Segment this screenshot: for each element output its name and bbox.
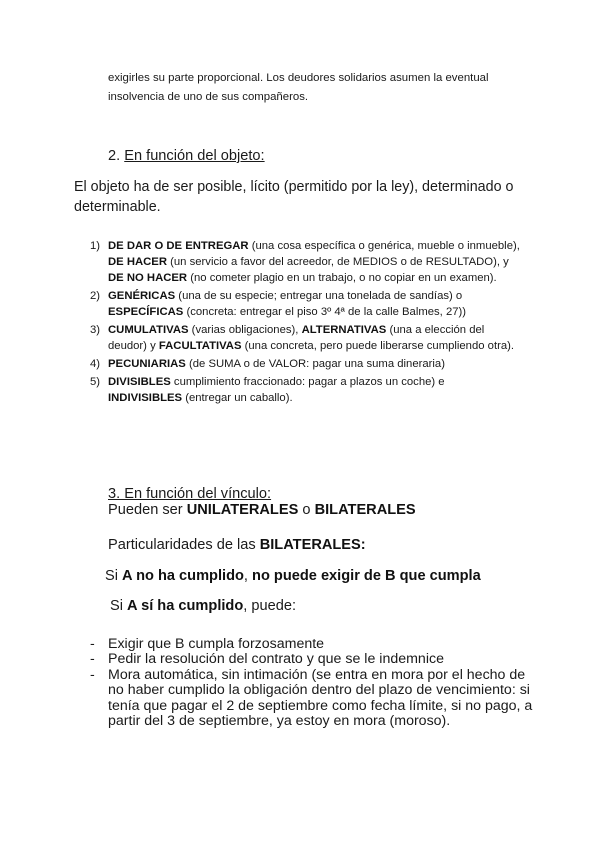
bilateral-options-list [90, 637, 535, 729]
list-item [90, 637, 535, 652]
section-3-title: 3. En función del vínculo: [108, 486, 272, 502]
list-item-text: (concreta: entregar el piso 3º 4ª de la calle Balmes, 27)) [183, 306, 467, 319]
section-3-line [108, 500, 416, 520]
particularidades-line [108, 535, 366, 555]
list-item-text: (no cometer plagio en un trabajo, o no copiar en un examen). [187, 272, 497, 285]
list-item-term: INDIVISIBLES [108, 391, 183, 404]
list-item-number: 3) [90, 324, 101, 337]
list-item-term: PECUNIARIAS [108, 357, 186, 370]
si2-prefix: Si [110, 598, 128, 614]
section-2-number: 2. [108, 148, 121, 164]
list-item [90, 356, 520, 372]
list-item-number: 5) [90, 375, 101, 388]
list-item-text: cumplimiento fraccionado: pagar a plazos un coche) e [170, 375, 445, 388]
bilaterales-label: BILATERALES [314, 502, 416, 518]
si2-bold: A sí ha cumplido [127, 598, 244, 614]
list-item-text: (varias obligaciones), [188, 324, 302, 337]
particularidades-prefix: Particularidades de las [108, 537, 260, 553]
list-item-number: 4) [90, 357, 101, 370]
list-item-term: FACULTATIVAS [158, 340, 242, 353]
list-item [90, 374, 520, 406]
si-cumplido-line [110, 596, 296, 616]
list-item-term: DIVISIBLES [108, 375, 171, 388]
list-item-text: Exigir que B cumpla forzosamente [108, 636, 325, 652]
si2-suffix: , puede: [243, 598, 297, 614]
list-item-text: (una concreta, pero puede liberarse cumpliendo otra). [241, 340, 515, 353]
intro-paragraph [108, 69, 548, 106]
list-item-text: (una cosa específica o genérica, mueble o inmueble), [248, 240, 520, 252]
list-item-text: Pedir la resolución del contrato y que se le indemnice [108, 651, 444, 668]
section-3-o: o [298, 502, 315, 518]
list-item-dash: - [90, 651, 95, 668]
list-item [90, 322, 520, 354]
particularidades-bold: BILATERALES: [259, 537, 366, 553]
list-item [90, 288, 520, 320]
si1-bold2: no puede exigir de B que cumpla [252, 568, 481, 584]
si1-prefix: Si [105, 568, 123, 584]
list-item-term: DE NO HACER [108, 272, 188, 285]
list-item-text: (una a elección del deudor) y [108, 324, 485, 353]
object-types-list [90, 238, 520, 408]
list-item-text: (una de su especie; entregar una tonelada de sandías) o [175, 290, 463, 303]
list-item-term: ALTERNATIVAS [301, 324, 387, 337]
list-item-number: 1) [90, 240, 101, 252]
unilaterales-label: UNILATERALES [186, 502, 299, 518]
list-item-term: DE HACER [108, 256, 167, 269]
list-item-text: (de SUMA o de VALOR: pagar una suma dineraria) [185, 357, 445, 370]
list-item-dash: - [90, 636, 95, 652]
list-item-term: ESPECÍFICAS [108, 306, 184, 319]
list-item-text: (un servicio a favor del acreedor, de MEDIOS o de RESULTADO), y [167, 256, 509, 269]
section-2-title: En función del objeto: [124, 148, 265, 164]
list-item [90, 652, 535, 667]
si-no-cumplido-line [105, 566, 481, 586]
list-item-text: Mora automática, sin intimación (se entra en mora por el hecho de no haber cumplido la obligación dentro del plazo de vencimiento: si tenía que pagar el 2 de septiembre como fecha límite, si no pago, a partir del 3 de septiembre, ya estoy en mora (moroso). [108, 666, 533, 730]
intro-line-2: insolvencia de uno de sus compañeros. [108, 90, 309, 103]
list-item-text: (entregar un caballo). [182, 391, 293, 404]
section-3-prefix: Pueden ser [108, 502, 187, 518]
si1-bold: A no ha cumplido [122, 568, 244, 584]
list-item-term: GENÉRICAS [108, 290, 176, 303]
list-item-term: DE DAR O DE ENTREGAR [108, 240, 249, 252]
list-item-term: CUMULATIVAS [108, 324, 189, 337]
list-item [90, 238, 520, 287]
si1-mid: , [243, 568, 253, 584]
list-item-dash: - [90, 666, 95, 683]
list-item [90, 668, 535, 730]
section-2-heading [108, 146, 265, 166]
list-item-number: 2) [90, 290, 101, 303]
intro-line-1: exigirles su parte proporcional. Los deudores solidarios asumen la eventual [108, 72, 489, 84]
section-2-paragraph: El objeto ha de ser posible, lícito (permitido por la ley), determinado o determinable. [74, 179, 514, 215]
